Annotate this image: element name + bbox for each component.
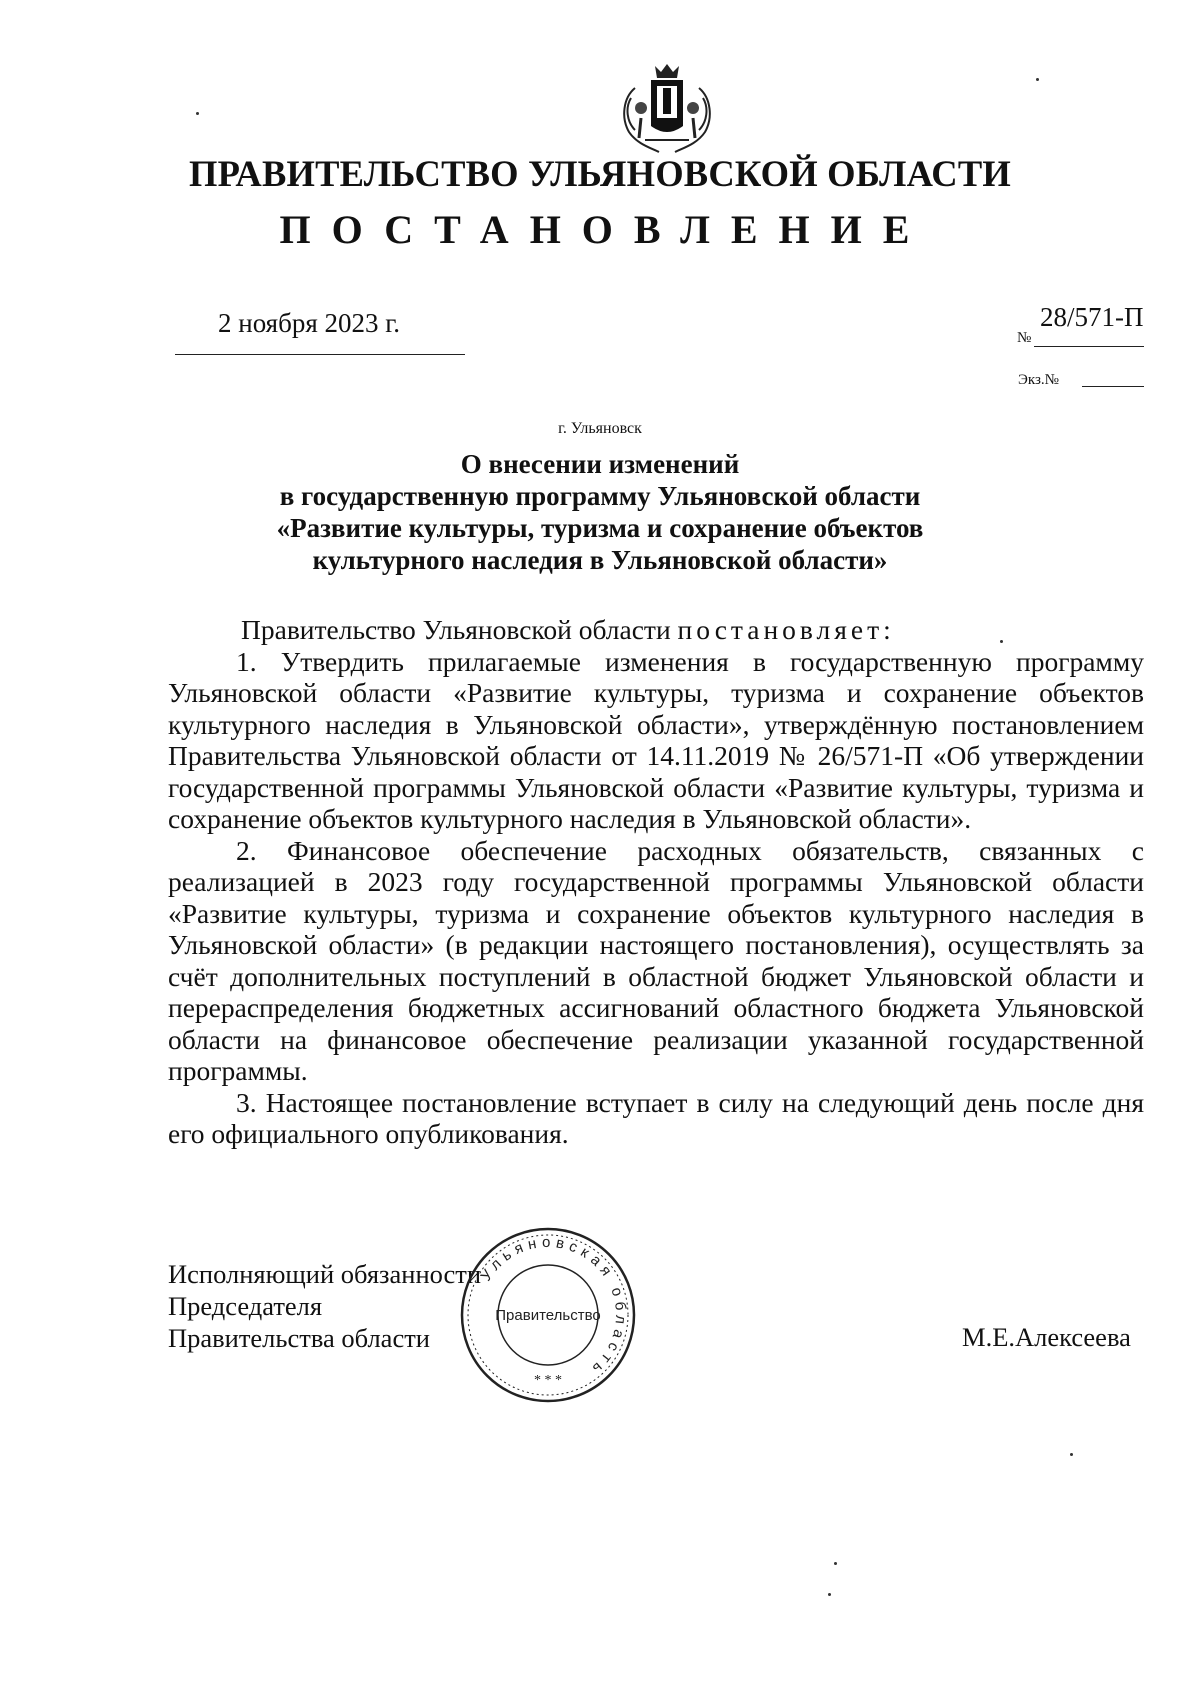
copy-number-underline (1082, 386, 1144, 387)
title-line: культурного наследия в Ульяновской области» (312, 545, 888, 575)
paragraph-3: 3. Настоящее постановление вступает в силу на следующий день после дня его официального опубликования. (168, 1086, 1144, 1149)
official-seal (457, 1224, 639, 1406)
signatory-position (168, 1258, 481, 1354)
date-underline (175, 354, 465, 355)
document-number: 28/571-П (1040, 302, 1144, 332)
scan-speckle (196, 112, 199, 115)
svg-text:* * *: * * * (534, 1373, 562, 1388)
title-line: «Развитие культуры, туризма и сохранение объектов (276, 513, 924, 543)
scan-speckle (834, 1562, 837, 1565)
coat-of-arms-emblem (615, 58, 719, 158)
title-line: в государственную программу Ульяновской области (279, 481, 921, 511)
copy-number-label: Экз.№ (1018, 372, 1059, 388)
scan-speckle (1000, 640, 1003, 643)
document-body (168, 614, 1144, 1150)
paragraph-1: 1. Утвердить прилагаемые изменения в государственную программу Ульяновской области «Развитие культуры, туризма и сохранение объектов культурного наследия в Ульяновской области», утверждённую постановлением Правительства Ульяновской области от 14.11.2019 № 26/571-П «Об утверждении государственной программы Ульяновской области «Развитие культуры, туризма и сохранение объектов культурного наследия в Ульяновской области». (168, 645, 1144, 834)
svg-text:Правительство: Правительство (495, 1307, 601, 1324)
scan-speckle (828, 1593, 831, 1596)
preamble (168, 614, 1144, 646)
scan-speckle (1036, 78, 1039, 81)
number-label: № (1017, 330, 1032, 346)
paragraph-2: 2. Финансовое обеспечение расходных обязательств, связанных с реализацией в 2023 году государственной программы Ульяновской области «Развитие культуры, туризма и сохранение объектов культурного наследия в Ульяновской области» (в редакции настоящего постановления), осуществлять за счёт дополнительных поступлений в областной бюджет Ульяновской области и перераспределения бюджетных ассигнований областного бюджета Ульяновской области на финансовое обеспечение реализации указанной государственной программы. (168, 834, 1144, 1086)
document-date: 2 ноября 2023 г. (218, 308, 401, 338)
position-line: Исполняющий обязанности (168, 1259, 482, 1289)
number-underline (1034, 346, 1144, 347)
title-line: О внесении изменений (460, 449, 740, 479)
position-line: Правительства области (168, 1323, 430, 1353)
position-line: Председателя (168, 1291, 323, 1321)
preamble-text: Правительство Ульяновской области (241, 614, 678, 645)
svg-text:Ульяновская область: Ульяновская область (477, 1233, 630, 1381)
preamble-verb: постановляет: (677, 614, 895, 645)
signatory-name: М.Е.Алексеева (962, 1322, 1131, 1352)
organization-name: ПРАВИТЕЛЬСТВО УЛЬЯНОВСКОЙ ОБЛАСТИ (188, 153, 1012, 194)
city: г. Ульяновск (558, 420, 642, 437)
document-type: ПОСТАНОВЛЕНИЕ (279, 207, 931, 252)
document-title (0, 448, 1200, 576)
scan-speckle (1070, 1453, 1073, 1456)
